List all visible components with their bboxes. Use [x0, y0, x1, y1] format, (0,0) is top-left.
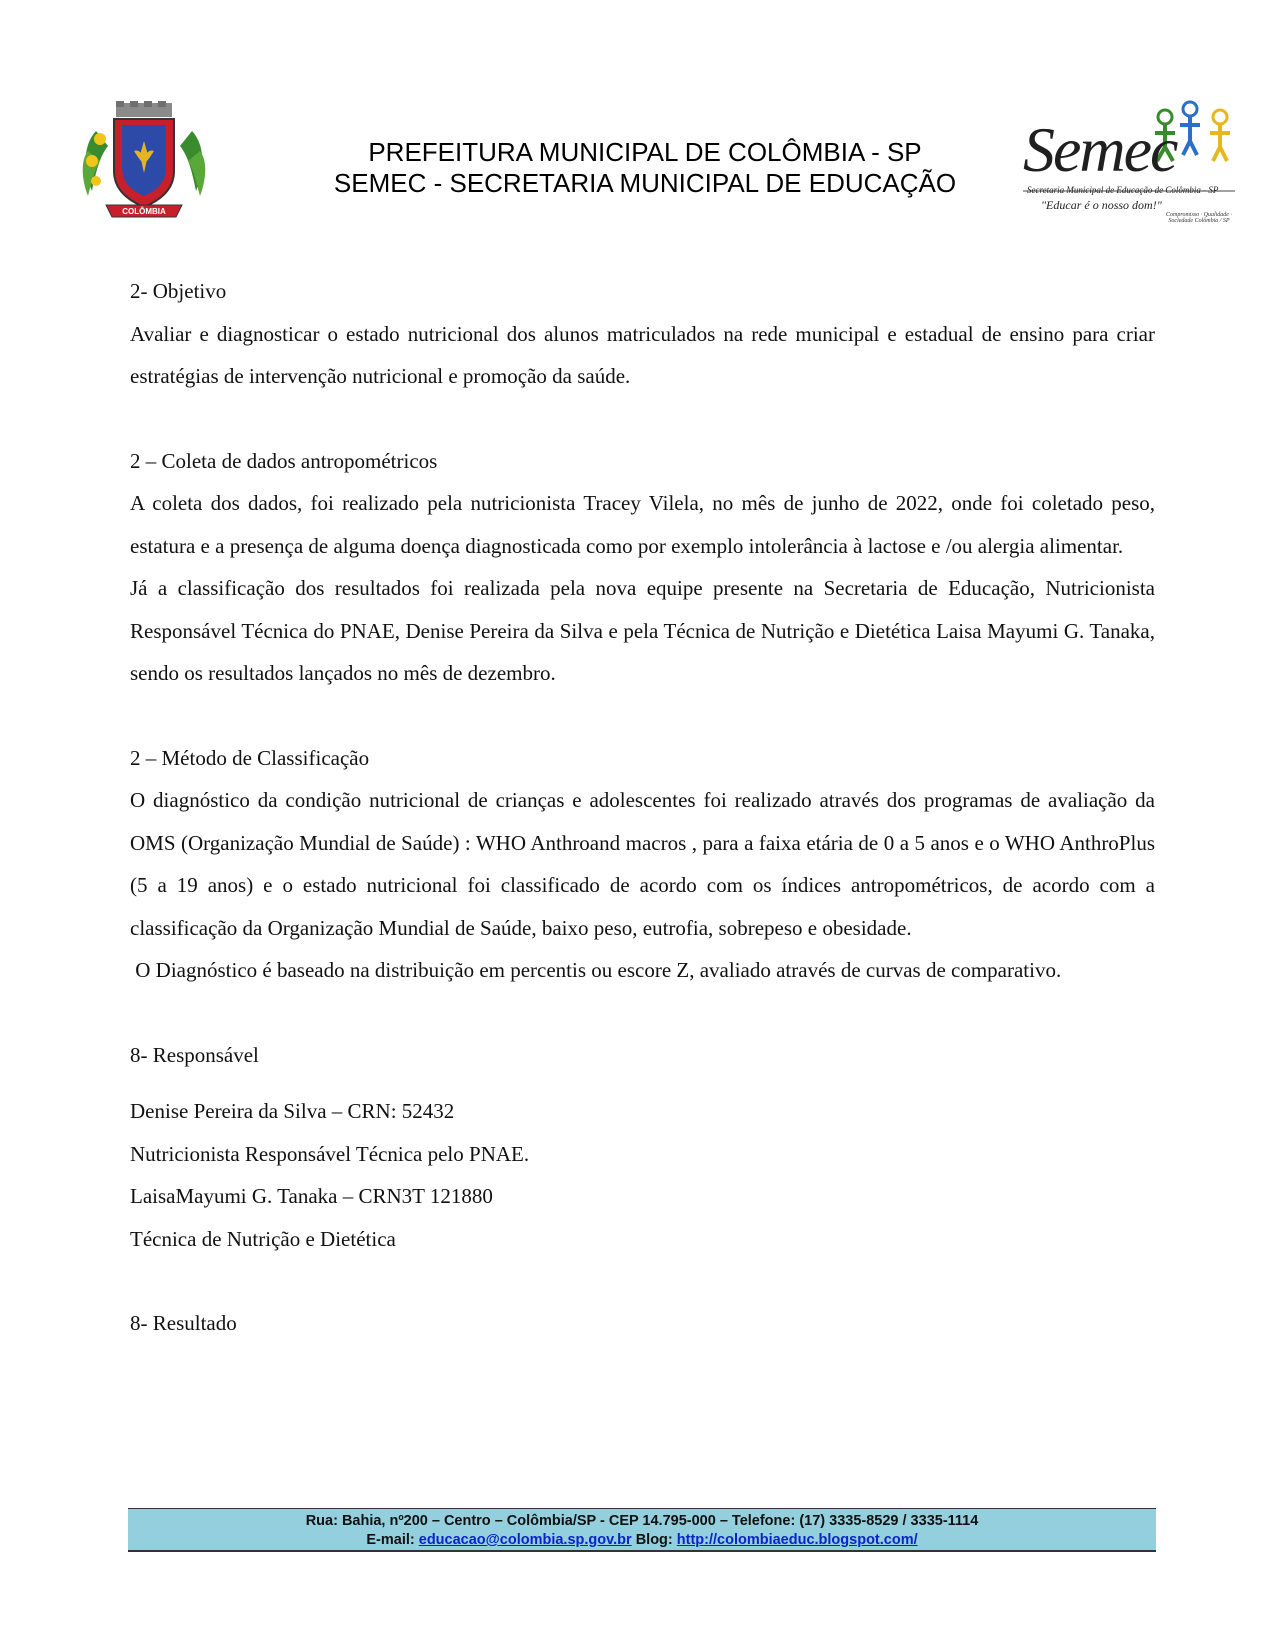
semec-tagline: Compromisso · Qualidade · Sociedade Colômbia / SP: [1166, 212, 1232, 224]
responsible-line: Nutricionista Responsável Técnica pelo PNAE.: [130, 1141, 530, 1166]
semec-subtitle: Secretaria Municipal de Educação de Colômbia - SP: [1027, 185, 1219, 195]
paragraph: Avaliar e diagnosticar o estado nutricional dos alunos matriculados na rede municipal e estadual de ensino para criar estratégias de intervenção nutricional e promoção da saúde.: [130, 321, 1155, 388]
blog-label: Blog:: [635, 1532, 673, 1548]
municipal-coat-of-arms-icon: [78, 101, 210, 221]
header-line-2: SEMEC - SECRETARIA MUNICIPAL DE EDUCAÇÃO: [333, 168, 957, 198]
footer-address: Rua: Bahia, nº200 – Centro – Colômbia/SP - CEP 14.795-000 – Telefone: (17) 3335-8529 / 3335-1114: [305, 1513, 979, 1529]
paragraph: Já a classificação dos resultados foi realizada pela nova equipe presente na Secretaria de Educação, Nutricionista Responsável Técnica do PNAE, Denise Pereira da Silva e pela Técnica de Nutrição e Dietética Laisa Mayumi G. Tanaka, sendo os resultados lançados no mês de dezembro.: [130, 576, 1155, 685]
section-heading-metodo: 2 – Método de Classificação: [130, 745, 370, 770]
footer-contact-bar: [128, 1508, 1156, 1552]
section-heading-responsavel: 8- Responsável: [130, 1042, 259, 1067]
section-heading-coleta: 2 – Coleta de dados antropométricos: [130, 448, 438, 473]
semec-logo: [1015, 95, 1247, 230]
letterhead: [0, 95, 1275, 235]
responsible-line: LaisaMayumi G. Tanaka – CRN3T 121880: [130, 1184, 493, 1208]
header-line-1: PREFEITURA MUNICIPAL DE COLÔMBIA - SP: [368, 137, 922, 167]
blog-link[interactable]: http://colombiaeduc.blogspot.com/: [676, 1532, 918, 1548]
email-label: E-mail:: [366, 1532, 415, 1548]
paragraph: A coleta dos dados, foi realizado pela nutricionista Tracey Vilela, no mês de junho de 2022, onde foi coletado peso, estatura e a presença de alguma doença diagnosticada como por exemplo intolerância à lactose e /ou alergia alimentar.: [130, 491, 1155, 558]
email-link[interactable]: educacao@colombia.sp.gov.br: [418, 1532, 632, 1548]
paragraph: O diagnóstico da condição nutricional de crianças e adolescentes foi realizado através dos programas de avaliação da OMS (Organização Mundial de Saúde) : WHO Anthroand macros , para a faixa etária de 0 a 5 anos e o WHO AnthroPlus (5 a 19 anos) e o estado nutricional foi classificado de acordo com os índices antropométricos, de acordo com a classificação da Organização Mundial de Saúde, baixo peso, eutrofia, sobrepeso e obesidade.: [130, 788, 1155, 940]
document-body: [130, 270, 1155, 1345]
section-heading-resultado: 8- Resultado: [130, 1311, 237, 1335]
section-heading-objetivo: 2- Objetivo: [130, 279, 227, 303]
responsible-line: Técnica de Nutrição e Dietética: [130, 1226, 396, 1251]
paragraph: O Diagnóstico é baseado na distribuição em percentis ou escore Z, avaliado através de curvas de comparativo.: [130, 958, 1062, 982]
crest-banner-text: COLÔMBIA: [122, 207, 166, 216]
footer-links: [128, 1531, 1156, 1550]
semec-wordmark: Semec: [1023, 114, 1177, 185]
header-title: [270, 137, 1020, 199]
responsible-line: Denise Pereira da Silva – CRN: 52432: [130, 1099, 455, 1123]
semec-motto: "Educar é o nosso dom!": [1041, 198, 1162, 212]
